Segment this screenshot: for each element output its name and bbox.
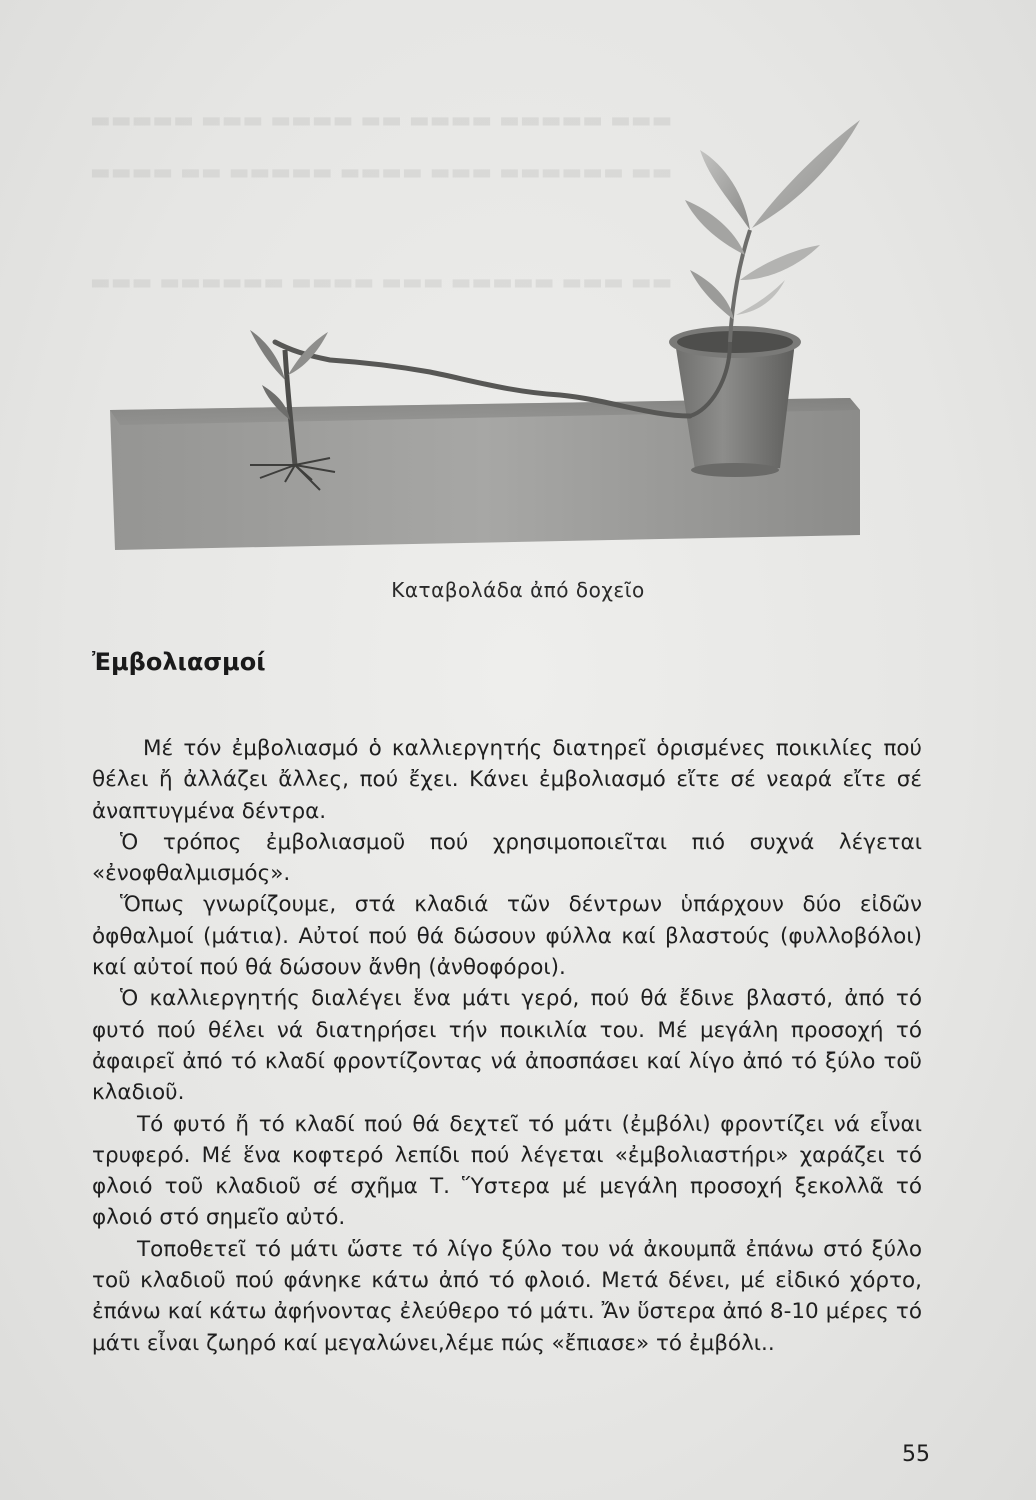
layering-figure xyxy=(90,80,950,580)
figure-caption: Καταβολάδα ἀπό δοχεῖο xyxy=(391,578,645,602)
body-text xyxy=(92,733,922,1359)
paragraph: Τό φυτό ἤ τό κλαδί πού θά δεχτεῖ τό μάτι (ἐμβόλι) φροντίζει νά εἶναι τρυφερό. Μέ ἕνα κοφτερό λεπίδι πού λέγεται «ἐμβολιαστήρι» χαράζει τό φλοιό τοῦ κλαδιοῦ σέ σχῆμα Τ. Ὕστερα μέ μεγάλη προσοχή ξεκολλᾶ τό φλοιό στό σημεῖο αὐτό. xyxy=(92,1111,922,1231)
page-number: 55 xyxy=(902,1442,930,1467)
paragraph: Τοποθετεῖ τό μάτι ὥστε τό λίγο ξύλο του νά ἀκουμπᾶ ἐπάνω στό ξύλο τοῦ κλαδιοῦ πού φάνηκε κάτω ἀπό τό φλοιό. Μετά δένει, μέ εἰδικό χόρτο, ἐπάνω καί κάτω ἀφήνοντας ἐλεύθερο τό μάτι. Ἄν ὕστερα ἀπό 8-10 μέρες τό μάτι εἶναι ζωηρό καί μεγαλώνει,λέμε πώς «ἔπιασε» τό ἐμβόλι.. xyxy=(92,1236,922,1356)
show-through-bleed: ▬▬ ▬▬▬▬▬▬ ▬▬▬ ▬▬▬▬ ▬▬▬▬▬ ▬▬ ▬▬▬▬ xyxy=(90,160,673,185)
parent-plant xyxy=(685,120,860,342)
paragraph: Ὁ καλλιεργητής διαλέγει ἕνα μάτι γερό, πού θά ἔδινε βλαστό, ἀπό τό φυτό πού θέλει νά διατηρήσει τήν ποικιλία του. Μέ μεγάλη προσοχή τό ἀφαιρεῖ ἀπό τό κλαδί φροντίζοντας νά ἀποσπάσει καί λίγο ἀπό τό ξύλο τοῦ κλαδιοῦ. xyxy=(92,986,922,1106)
section-title: Ἐμβολιασμοί xyxy=(92,648,266,676)
show-through-bleed: ▬▬ ▬▬▬ ▬▬▬▬▬ ▬▬▬ ▬▬▬▬ ▬▬▬▬▬▬ ▬▬▬ xyxy=(90,270,673,295)
paragraph: Ὁ τρόπος ἐμβολιασμοῦ πού χρησιμοποιεῖται πιό συχνά λέγεται «ἐνοφθαλμισμός». xyxy=(92,829,922,887)
paragraph: Ὅπως γνωρίζουμε, στά κλαδιά τῶν δέντρων ὑπάρχουν δύο εἰδῶν ὀφθαλμοί (μάτια). Αὐτοί πού θά δώσουν φύλλα καί βλαστούς (φυλλοβόλοι) καί αὐτοί πού θά δώσουν ἄνθη (ἀνθοφόροι). xyxy=(92,892,922,981)
show-through-bleed: ▬▬▬ ▬▬▬▬▬ ▬▬▬▬ ▬▬ ▬▬▬▬ ▬▬▬ ▬▬▬▬▬ xyxy=(90,108,673,133)
paragraph: Μέ τόν ἐμβολιασμό ὁ καλλιεργητής διατηρεῖ ὁρισμένες ποικιλίες πού θέλει ἤ ἀλλάζει ἄλλες, πού ἔχει. Κάνει ἐμβολιασμό εἴτε σέ νεαρά εἴτε σέ ἀναπτυγμένα δέντρα. xyxy=(92,736,922,824)
